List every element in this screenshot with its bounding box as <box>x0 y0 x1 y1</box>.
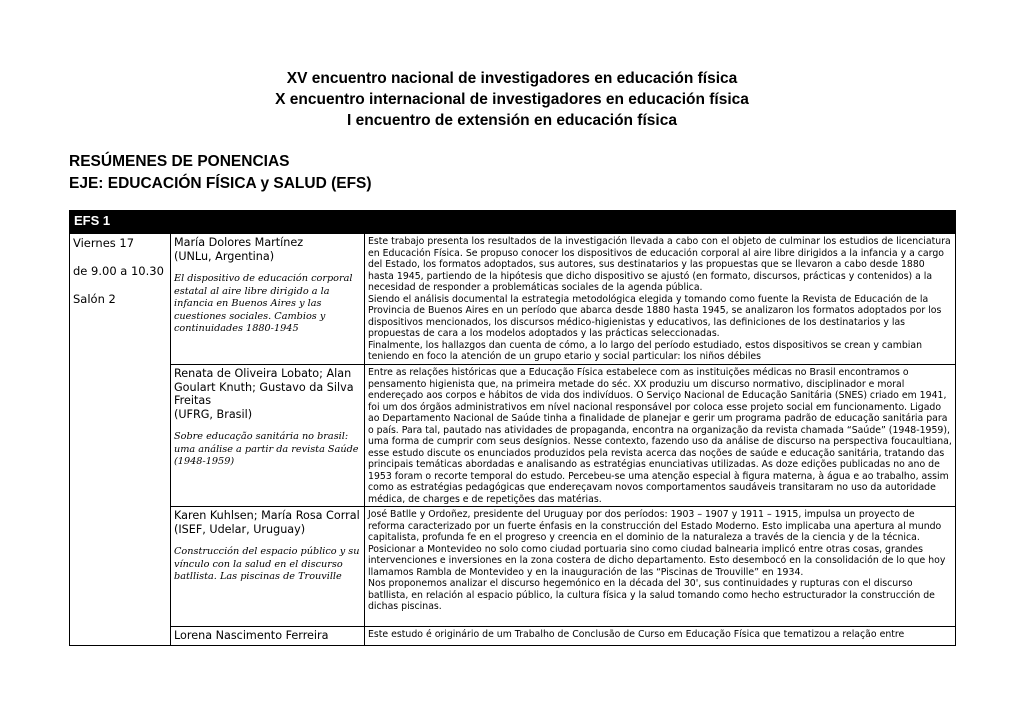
abstract-paragraph: Este trabajo presenta los resultados de la investigación llevada a cabo con el objeto de culminar los estudios de licenciatura en Educación Física. Se propuso conocer los dispositivos de educación corporal al aire libre dirigidos a la infancia y a cargo del Estado, los formatos adoptados, sus autores, sus destinatarios y las propuestas que se llevaron a cabo desde 1880 hasta 1945, partiendo de la hipótesis que dicho dispositivo se ajustó (en formato, discursos, prácticas y contenidos) a la necesidad de responder a problemáticas sociales de la agenda pública. <box>368 236 951 293</box>
session-code: EFS 1 <box>70 211 956 234</box>
paper-title: El dispositivo de educación corporal estatal al aire libre dirigido a la infancia en Buenos Aires y las cuestiones sociales. Cambios y continuidades 1880-1945 <box>174 273 353 334</box>
paper-authors: Lorena Nascimento Ferreira <box>174 629 329 642</box>
conference-title-line-1: XV encuentro nacional de investigadores en educación física <box>286 70 738 87</box>
table-row <box>70 627 956 646</box>
abstract-paragraph: Finalmente, los hallazgos dan cuenta de cómo, a lo largo del período estudiado, estos dispositivos se crean y cambian teniendo en foco la atención de un grupo etario y social particular: los niños débiles <box>368 339 923 362</box>
section-title: RESÚMENES DE PONENCIAS <box>69 153 290 170</box>
abstract-paragraph: Este estudo é originário de um Trabalho de Conclusão de Curso em Educação Física que tematizou a relação entre <box>368 629 905 640</box>
abstract-paragraph: José Batlle y Ordoñez, presidente del Uruguay por dos períodos: 1903 – 1907 y 1911 – 1915, impulsa un proyecto de reforma caracterizado por un fuerte énfasis en la construcción del Estado Moderno. Esto implicaba una apertura al mundo capitalista, profunda fe en el progreso y creencia en el dominio de la naturaleza a través de la ciencia y de la técnica. <box>368 509 942 543</box>
paper-affiliation: (UNLu, Argentina) <box>174 249 275 263</box>
paper-info <box>171 507 365 627</box>
section-axis: EJE: EDUCACIÓN FÍSICA y SALUD (EFS) <box>69 175 372 192</box>
paper-affiliation: (UFRG, Brasil) <box>174 407 253 421</box>
paper-abstract <box>365 507 956 627</box>
paper-title: Construcción del espacio público y su vínculo con la salud en el discurso batllista. Las piscinas de Trouville <box>174 546 360 582</box>
table-row <box>70 365 956 507</box>
conference-title-line-2: X encuentro internacional de investigadores en educación física <box>275 91 749 108</box>
paper-abstract <box>365 365 956 507</box>
abstracts-table <box>69 210 956 646</box>
paper-info <box>171 234 365 365</box>
section-heading <box>69 151 372 195</box>
session-day: Viernes 17 <box>73 236 135 250</box>
paper-authors: María Dolores Martínez <box>174 236 304 249</box>
table-row <box>70 234 956 365</box>
paper-authors: Renata de Oliveira Lobato; Alan Goulart Knuth; Gustavo da Silva Freitas <box>174 367 354 407</box>
paper-info <box>171 627 365 646</box>
paper-info <box>171 365 365 507</box>
table-row <box>70 507 956 627</box>
paper-authors: Karen Kuhlsen; María Rosa Corral <box>174 509 360 522</box>
paper-title: Sobre educação sanitária no brasil: uma análise a partir da revista Saúde (1948-1959) <box>174 431 359 467</box>
conference-title-line-3: I encuentro de extensión en educación física <box>347 112 677 129</box>
abstract-paragraph: Entre as relações históricas que a Educação Física estabelece com as instituições médicas no Brasil encontramos o pensamento higienista que, na primeira metade do séc. XX produziu um discurso normativo, disciplinador e moral endereçado aos corpos e hábitos de vida dos indivíduos. O Serviço Nacional de Educação Sanitária (SNES) criado em 1941, foi um dos órgãos administrativos em nível nacional responsável por coloca esse projeto social em funcionamento. Ligado ao Departamento Nacional de Saúde tinha a finalidade de planejar e gerir um programa padrão de educação sanitária para o país. Para tal, pautado nas atividades de propaganda, encontra na organização da revista chamada “Saúde” (1948-1959), uma forma de cumprir com seus desígnios. Nesse contexto, fazendo uso da análise de discurso na perspectiva foucaultiana, esse estudo discute os enunciados produzidos pela revista acerca das noções de saúde e educação sanitária, tratando das principais temáticas abordadas e analisando as estratégias enunciativas utilizadas. As doze edições publicadas no ano de 1953 foram o recorte temporal do estudo. Percebeu-se uma atenção especial à figura materna, à água e ao trabalho, assim como as estratégias pedagógicas que endereçavam novos comportamentos saudáveis transitaram no uso da autoridade médica, de charges e de repetições das matérias. <box>368 367 952 505</box>
abstract-paragraph: Siendo el análisis documental la estrategia metodológica elegida y tomando como fuente la Revista de Educación de la Provincia de Buenos Aires en un período que abarca desde 1880 hasta 1945, se analizaron los formatos adoptados por los dispositivos mencionados, los discursos médico-higienistas y educativos, las definiciones de los destinatarios y las propuestas de cara a los modelos adoptados y las prácticas seleccionadas. <box>368 293 942 339</box>
conference-titles <box>0 68 1024 131</box>
abstract-paragraph: Posicionar a Montevideo no solo como ciudad portuaria sino como ciudad balnearia implicó entre otras cosas, grandes intervenciones e inversiones en la zona costera de dicho departamento. Esto desembocó en la consolidación de lo que hoy llamamos Rambla de Montevideo y en la inauguración de las “Piscinas de Trouville” en 1934. <box>368 543 946 578</box>
session-time: de 9.00 a 10.30 <box>73 264 164 278</box>
paper-abstract <box>365 627 956 646</box>
paper-affiliation: (ISEF, Udelar, Uruguay) <box>174 522 306 536</box>
abstract-paragraph: Nos proponemos analizar el discurso hegemónico en la década del 30', sus continuidades y rupturas con el discurso batllista, en relación al espacio público, la cultura física y la salud tomando como hecho estructurador la construcción de dichas piscinas. <box>368 578 935 612</box>
paper-abstract <box>365 234 956 365</box>
session-info <box>70 234 171 646</box>
session-band <box>70 211 956 234</box>
session-room: Salón 2 <box>73 292 116 306</box>
